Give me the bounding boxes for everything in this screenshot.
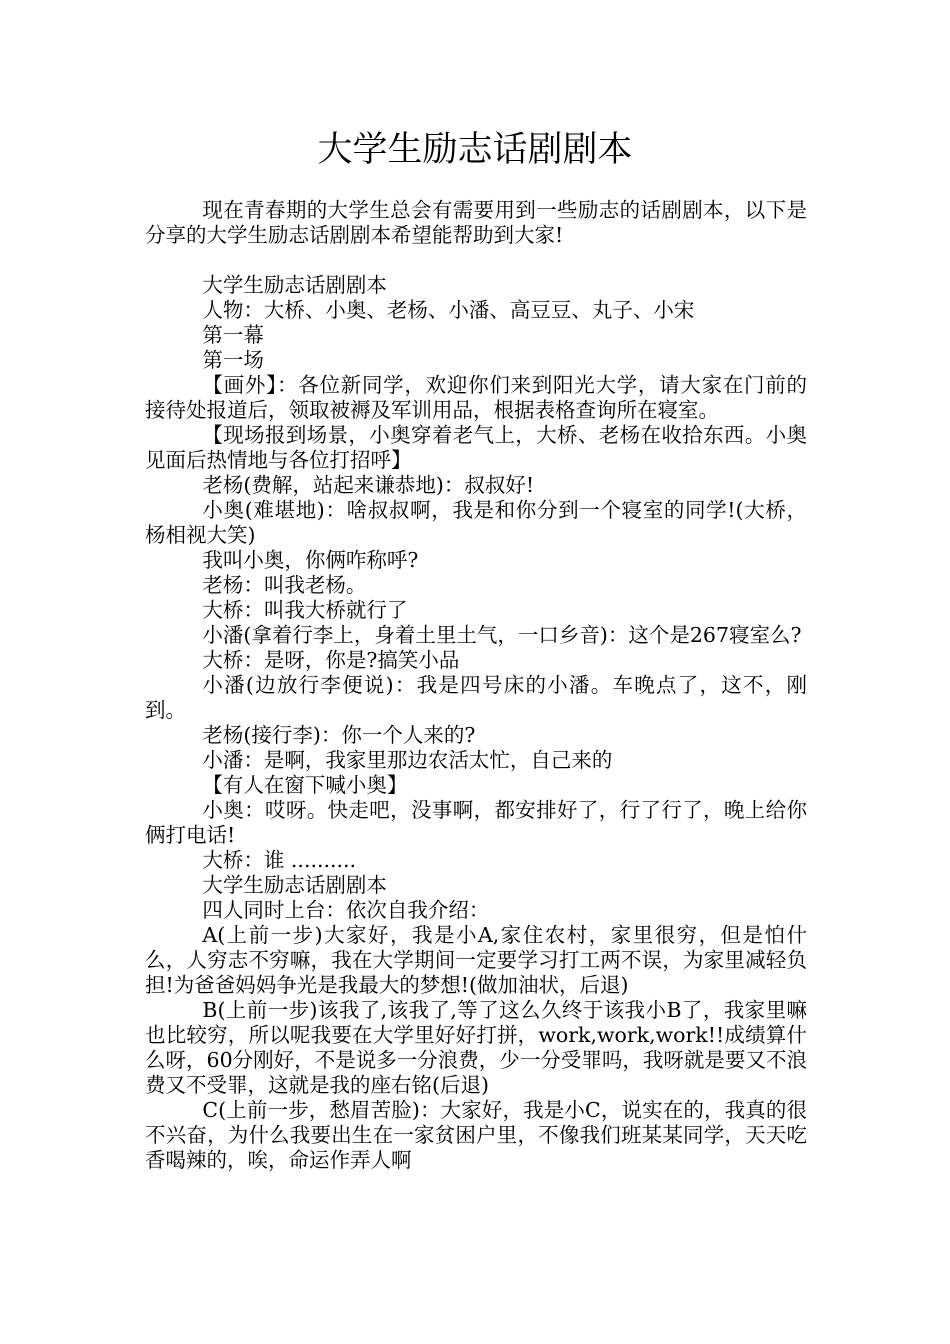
script-line: 大桥：谁 ..........	[202, 848, 357, 872]
characters-line: 人物：大桥、小奥、老杨、小潘、高豆豆、丸子、小宋	[202, 298, 695, 322]
intro-paragraph: 现在青春期的大学生总会有需要用到一些励志的话剧剧本，以下是分享的大学生励志话剧剧本希望能帮助到大家!	[145, 198, 807, 247]
script-line: 大桥：叫我大桥就行了	[202, 598, 408, 622]
stage-direction: 【有人在窗下喊小奥】	[202, 773, 408, 797]
document-body	[145, 198, 807, 1173]
script-line: 老杨(费解，站起来谦恭地)：叔叔好!	[202, 473, 535, 497]
script-line: 小奥：哎呀。快走吧，没事啊，都安排好了，行了行了，晚上给你俩打电话!	[145, 798, 807, 847]
paragraph-spacer	[145, 248, 807, 273]
script-line: 老杨：叫我老杨。	[202, 573, 367, 597]
script-line: C(上前一步，愁眉苦脸)：大家好，我是小C，说实在的，我真的很不兴奋，为什么我要出生在一家贫困户里，不像我们班某某同学，天天吃香喝辣的，唉，命运作弄人啊	[145, 1098, 807, 1172]
script-line: 四人同时上台：依次自我介绍：	[202, 898, 490, 922]
script-line: 小奥(难堪地)：啥叔叔啊，我是和你分到一个寝室的同学!(大桥，杨相视大笑)	[145, 498, 807, 547]
stage-direction: 【现场报到场景，小奥穿着老气上，大桥、老杨在收拾东西。小奥见面后热情地与各位打招呼】	[145, 423, 807, 472]
scene-heading: 第一场	[202, 348, 264, 372]
script-line: B(上前一步)该我了,该我了,等了这么久终于该我小B了，我家里嘛也比较穷，所以呢我要在大学里好好打拼，work,work,work!!成绩算什么呀，60分刚好，不是说多一分浪费，少一分受罪吗，我呀就是要又不浪费又不受罪，这就是我的座右铭(后退)	[145, 998, 807, 1097]
document-title: 大学生励志话剧剧本	[317, 130, 633, 170]
script-line: 大桥：是呀，你是?搞笑小品	[202, 648, 460, 672]
script-heading: 大学生励志话剧剧本	[202, 273, 387, 297]
script-line: A(上前一步)大家好，我是小A,家住农村，家里很穷，但是怕什么，人穷志不穷嘛，我在大学期间一定要学习打工两不误，为家里减轻负担!为爸爸妈妈争光是我最大的梦想!(做加油状，后退)	[145, 923, 807, 997]
script-heading: 大学生励志话剧剧本	[202, 873, 387, 897]
act-heading: 第一幕	[202, 323, 264, 347]
script-line: 小潘(边放行李便说)：我是四号床的小潘。车晚点了，这不，刚到。	[145, 673, 807, 722]
script-line: 【画外】：各位新同学，欢迎你们来到阳光大学，请大家在门前的接待处报道后，领取被褥及军训用品，根据表格查询所在寝室。	[145, 373, 807, 422]
script-line: 老杨(接行李)：你一个人来的?	[202, 723, 476, 747]
script-line: 小潘(拿着行李上，身着土里土气，一口乡音)：这个是267寝室么?	[202, 623, 802, 647]
script-line: 小潘：是啊，我家里那边农活太忙，自己来的	[202, 748, 613, 772]
script-line: 我叫小奥，你俩咋称呼?	[202, 548, 419, 572]
